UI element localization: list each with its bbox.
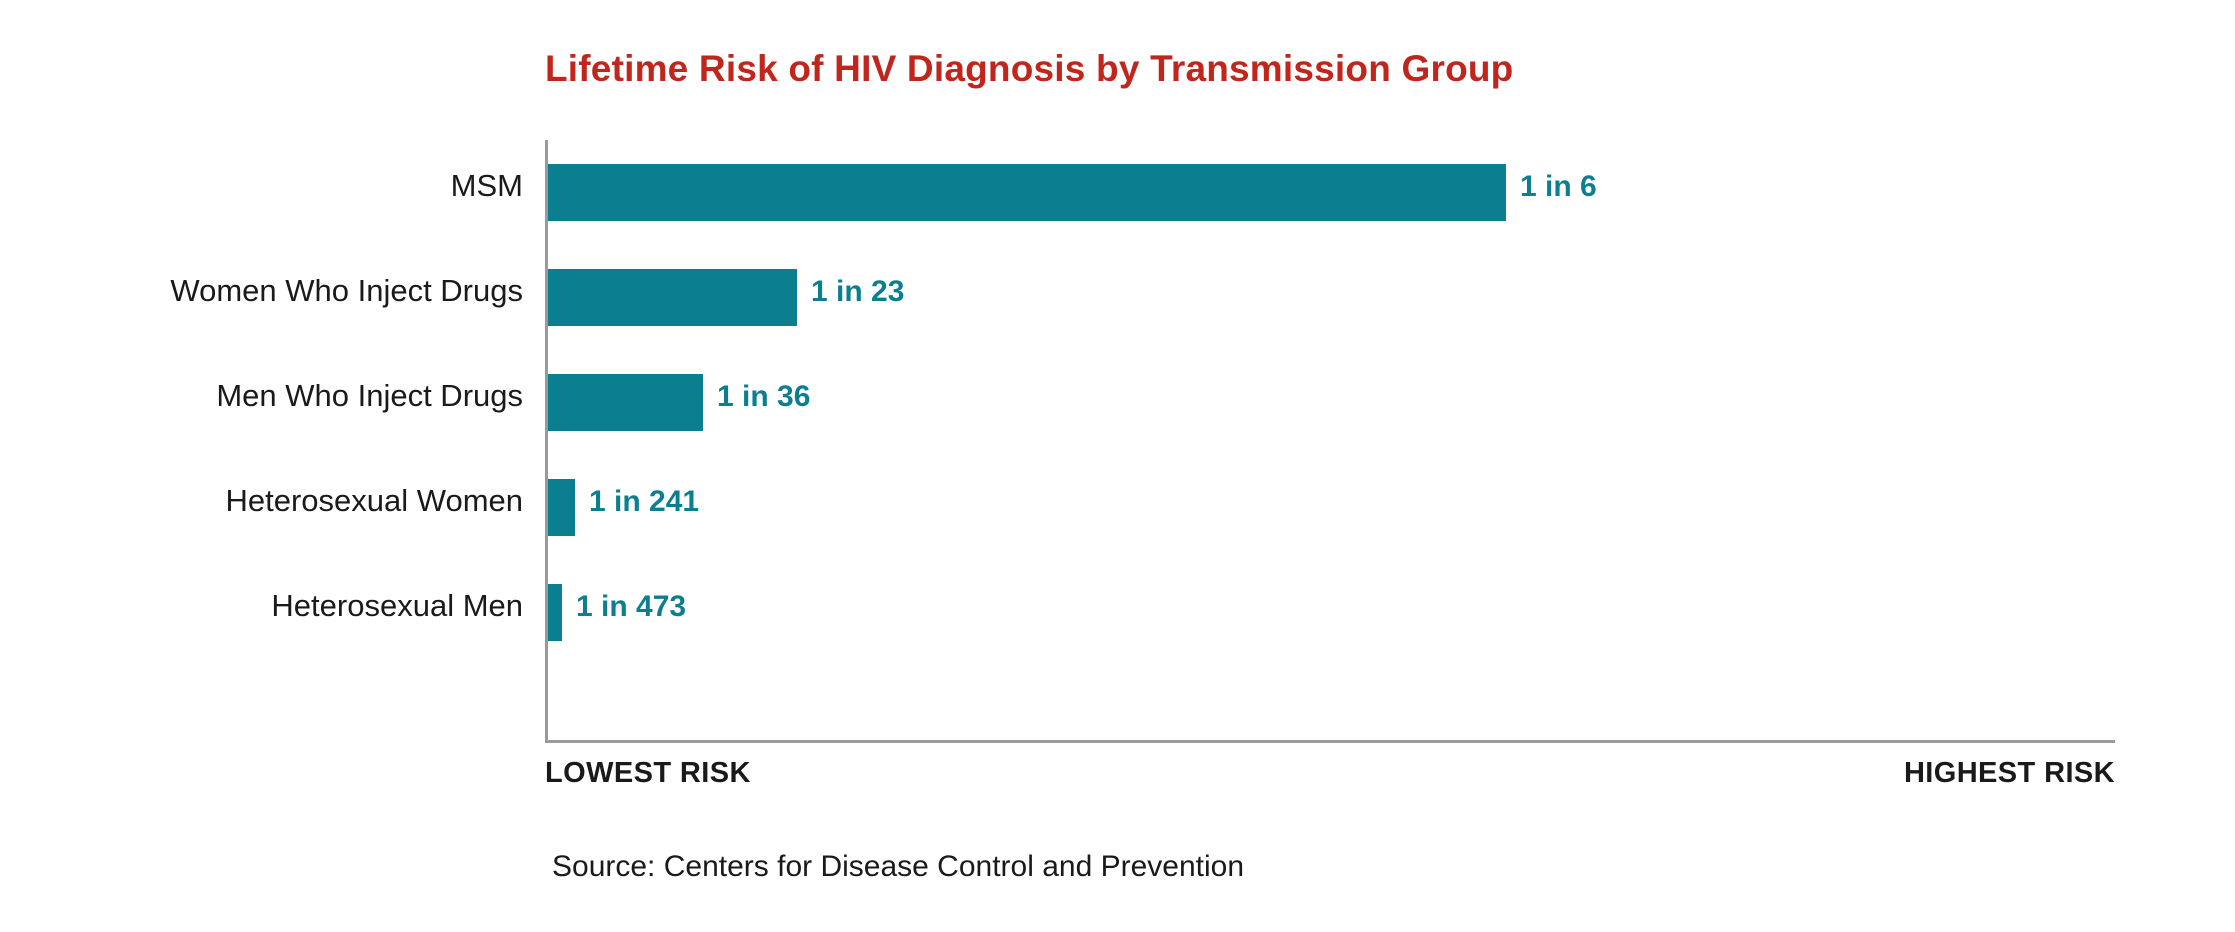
bar-heterosexual-women (548, 479, 575, 536)
category-label: Heterosexual Men (271, 588, 523, 623)
bar-value-label: 1 in 241 (589, 485, 700, 518)
plot-area (170, 140, 2115, 743)
bar-men-who-inject-drugs (548, 374, 703, 431)
category-label: MSM (450, 168, 523, 203)
bar-heterosexual-men (548, 584, 562, 641)
bar-value-label: 1 in 6 (1520, 170, 1597, 203)
axis-caption-lowest-risk: LOWEST RISK (545, 757, 751, 789)
page-title: Lifetime Risk of HIV Diagnosis by Transmission Group (545, 48, 1514, 89)
bar-row (170, 245, 2115, 350)
bar-value-label: 1 in 36 (717, 380, 811, 413)
bar-row (225, 455, 2115, 560)
bar-value-label: 1 in 23 (811, 275, 905, 308)
category-label: Women Who Inject Drugs (170, 273, 523, 308)
bar-rows (170, 140, 2115, 740)
x-axis-line (545, 740, 2115, 743)
bar-women-who-inject-drugs (548, 269, 797, 326)
axis-caption-highest-risk: HIGHEST RISK (1903, 757, 2115, 789)
category-label: Heterosexual Women (225, 483, 523, 518)
category-label: Men Who Inject Drugs (216, 378, 523, 413)
bar-value-label: 1 in 473 (576, 590, 687, 623)
bar-row (271, 560, 2115, 665)
bar-msm (548, 164, 1506, 221)
source-note: Source: Centers for Disease Control and Prevention (552, 850, 1245, 883)
bar-row (450, 140, 2115, 245)
bar-row (216, 350, 2115, 455)
